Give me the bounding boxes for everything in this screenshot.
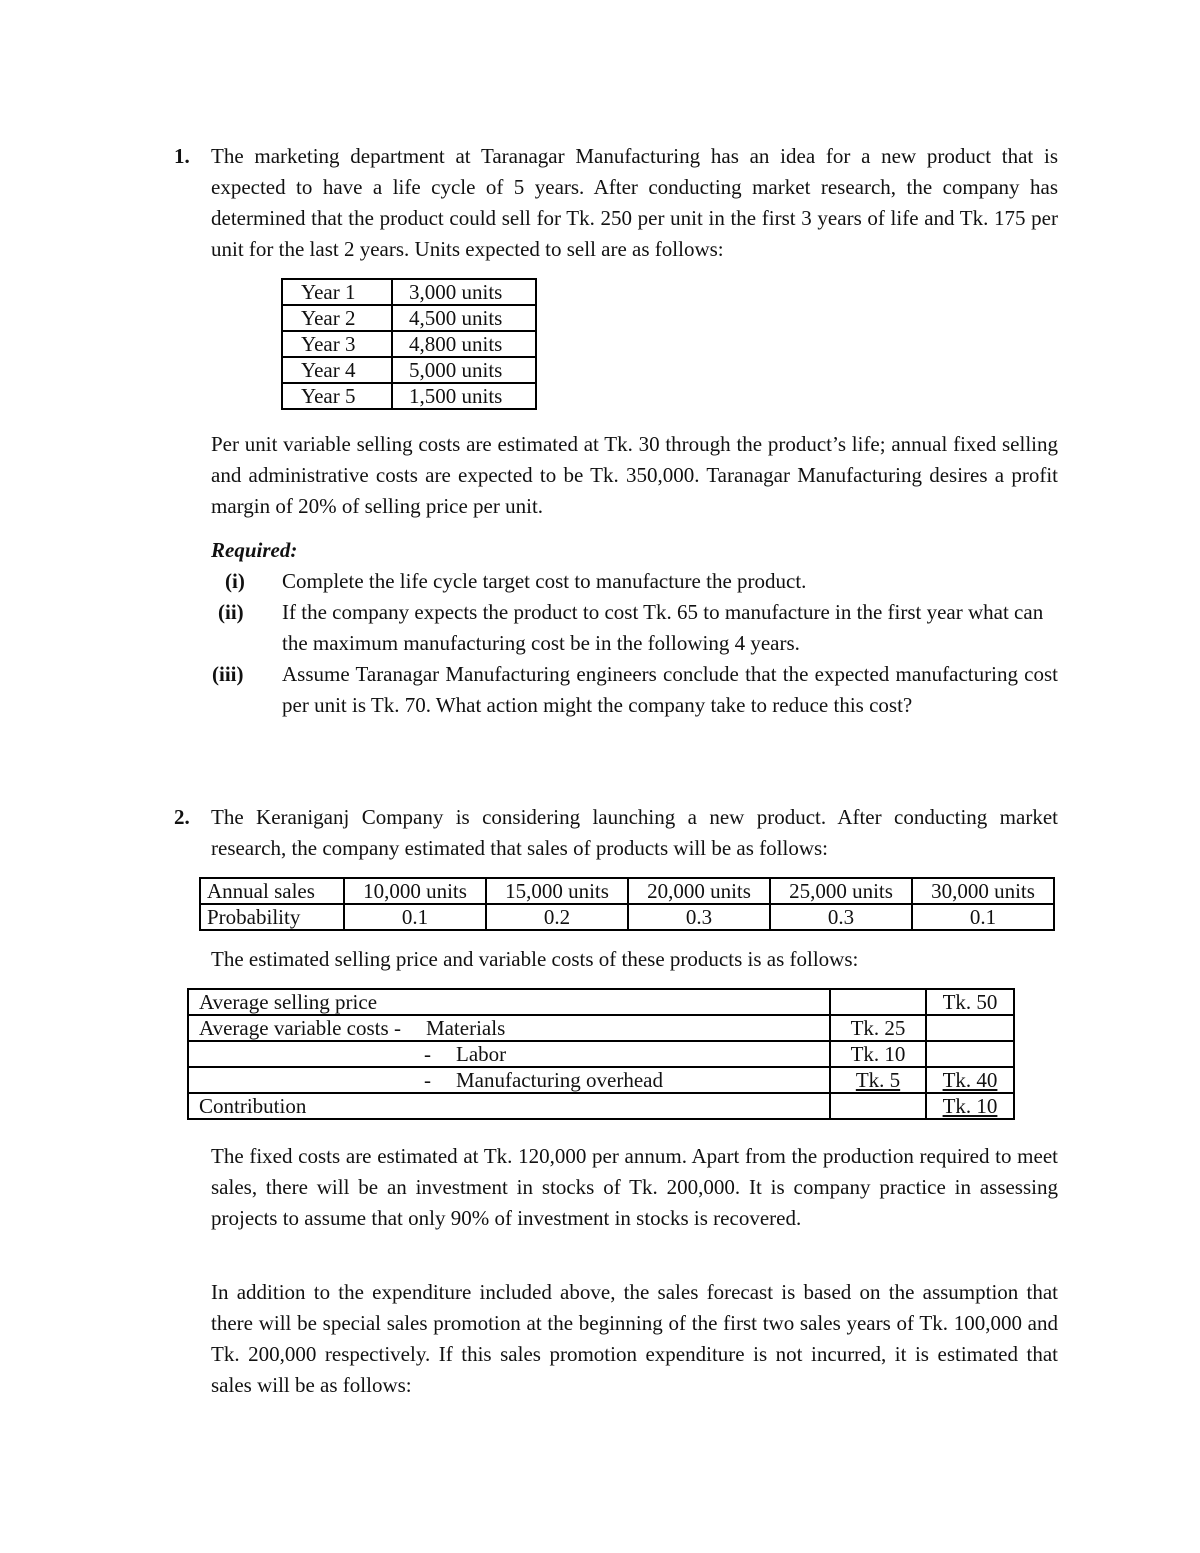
overhead-label: Manufacturing overhead xyxy=(456,1068,663,1092)
probability-cell: 0.2 xyxy=(486,904,628,930)
dash: - xyxy=(393,1016,401,1040)
dash: - xyxy=(424,1042,431,1066)
units-cell: 1,500 units xyxy=(392,383,536,409)
question-1-intro: The marketing department at Taranagar Manufacturing has an idea for a new product that is expected to have a life cycle of 5 years. After conducting market research, the company has determined that the product could sell for Tk. 250 per unit in the first 3 years of life and Tk. 175 per unit for the last 2 years. Units expected to sell are as follows: xyxy=(211,144,1058,261)
probability-cell: 0.3 xyxy=(628,904,770,930)
promotion-paragraph: In addition to the expenditure included above, the sales forecast is based on the assumption that there will be special sales promotion at the beginning of the first two sales years of Tk. 100,000 and Tk. 200,000 respectively. If this sales promotion expenditure is not incurred, it is estimated that sales will be as follows: xyxy=(211,1280,1058,1397)
table-row xyxy=(282,357,536,383)
annual-sales-label: Annual sales xyxy=(200,878,344,904)
question-1-number: 1. xyxy=(174,144,190,168)
units-cell: 3,000 units xyxy=(392,279,536,305)
requirement-number: (i) xyxy=(225,569,245,593)
table-row xyxy=(188,989,1014,1015)
requirement-number: (iii) xyxy=(212,662,244,686)
requirement-number: (ii) xyxy=(218,600,244,624)
table-row xyxy=(282,383,536,409)
selling-price-label: Average selling price xyxy=(188,989,830,1015)
table-row xyxy=(200,904,1054,930)
price-cost-table xyxy=(187,988,1015,1120)
sales-cell: 10,000 units xyxy=(344,878,486,904)
materials-label: Materials xyxy=(425,1016,506,1040)
table-row xyxy=(188,1067,1014,1093)
sales-cell: 25,000 units xyxy=(770,878,912,904)
probability-label: Probability xyxy=(200,904,344,930)
labor-label: Labor xyxy=(456,1042,507,1066)
fixed-costs-paragraph: The fixed costs are estimated at Tk. 120,000 per annum. Apart from the production required to meet sales, there will be an investment in stocks of Tk. 200,000. It is company practice in assessing projects to assume that only 90% of investment in stocks is recovered. xyxy=(211,1144,1058,1230)
table-row xyxy=(282,279,536,305)
requirement-text: Assume Taranagar Manufacturing engineers conclude that the expected manufacturing cost per unit is Tk. 70. What action might the company take to reduce this cost? xyxy=(282,662,1058,717)
probability-cell: 0.1 xyxy=(344,904,486,930)
sales-probability-table xyxy=(199,877,1055,931)
price-intro: The estimated selling price and variable costs of these products is as follows: xyxy=(211,947,859,971)
selling-price-value: Tk. 50 xyxy=(926,989,1014,1015)
sales-cell: 30,000 units xyxy=(912,878,1054,904)
units-cell: 5,000 units xyxy=(392,357,536,383)
units-cell: 4,500 units xyxy=(392,305,536,331)
costs-paragraph: Per unit variable selling costs are estimated at Tk. 30 through the product’s life; annual fixed selling and administrative costs are expected to be Tk. 350,000. Taranagar Manufacturing desires a profit margin of 20% of selling price per unit. xyxy=(211,432,1058,518)
year-cell: Year 1 xyxy=(282,279,392,305)
table-row xyxy=(188,1015,1014,1041)
year-cell: Year 5 xyxy=(282,383,392,409)
labor-value: Tk. 10 xyxy=(830,1041,926,1067)
units-cell: 4,800 units xyxy=(392,331,536,357)
table-row xyxy=(188,1041,1014,1067)
requirement-text: Complete the life cycle target cost to manufacture the product. xyxy=(282,569,807,593)
overhead-value: Tk. 5 xyxy=(855,1068,901,1092)
units-table xyxy=(281,278,537,410)
dash: - xyxy=(424,1068,431,1092)
probability-cell: 0.1 xyxy=(912,904,1054,930)
sales-cell: 20,000 units xyxy=(628,878,770,904)
table-row xyxy=(282,305,536,331)
required-label: Required: xyxy=(211,538,298,562)
variable-total-value: Tk. 40 xyxy=(942,1068,998,1092)
table-row xyxy=(282,331,536,357)
year-cell: Year 4 xyxy=(282,357,392,383)
variable-costs-label: Average variable costs xyxy=(199,1016,389,1040)
table-row xyxy=(200,878,1054,904)
contribution-label: Contribution xyxy=(188,1093,830,1119)
requirement-text: If the company expects the product to cost Tk. 65 to manufacture in the first year what can the maximum manufacturing cost be in the following 4 years. xyxy=(282,600,1044,655)
probability-cell: 0.3 xyxy=(770,904,912,930)
question-2-intro: The Keraniganj Company is considering launching a new product. After conducting market research, the company estimated that sales of products will be as follows: xyxy=(211,805,1058,860)
year-cell: Year 2 xyxy=(282,305,392,331)
year-cell: Year 3 xyxy=(282,331,392,357)
table-row xyxy=(188,1093,1014,1119)
contribution-value: Tk. 10 xyxy=(942,1094,998,1118)
question-2-number: 2. xyxy=(174,805,190,829)
materials-value: Tk. 25 xyxy=(830,1015,926,1041)
sales-cell: 15,000 units xyxy=(486,878,628,904)
